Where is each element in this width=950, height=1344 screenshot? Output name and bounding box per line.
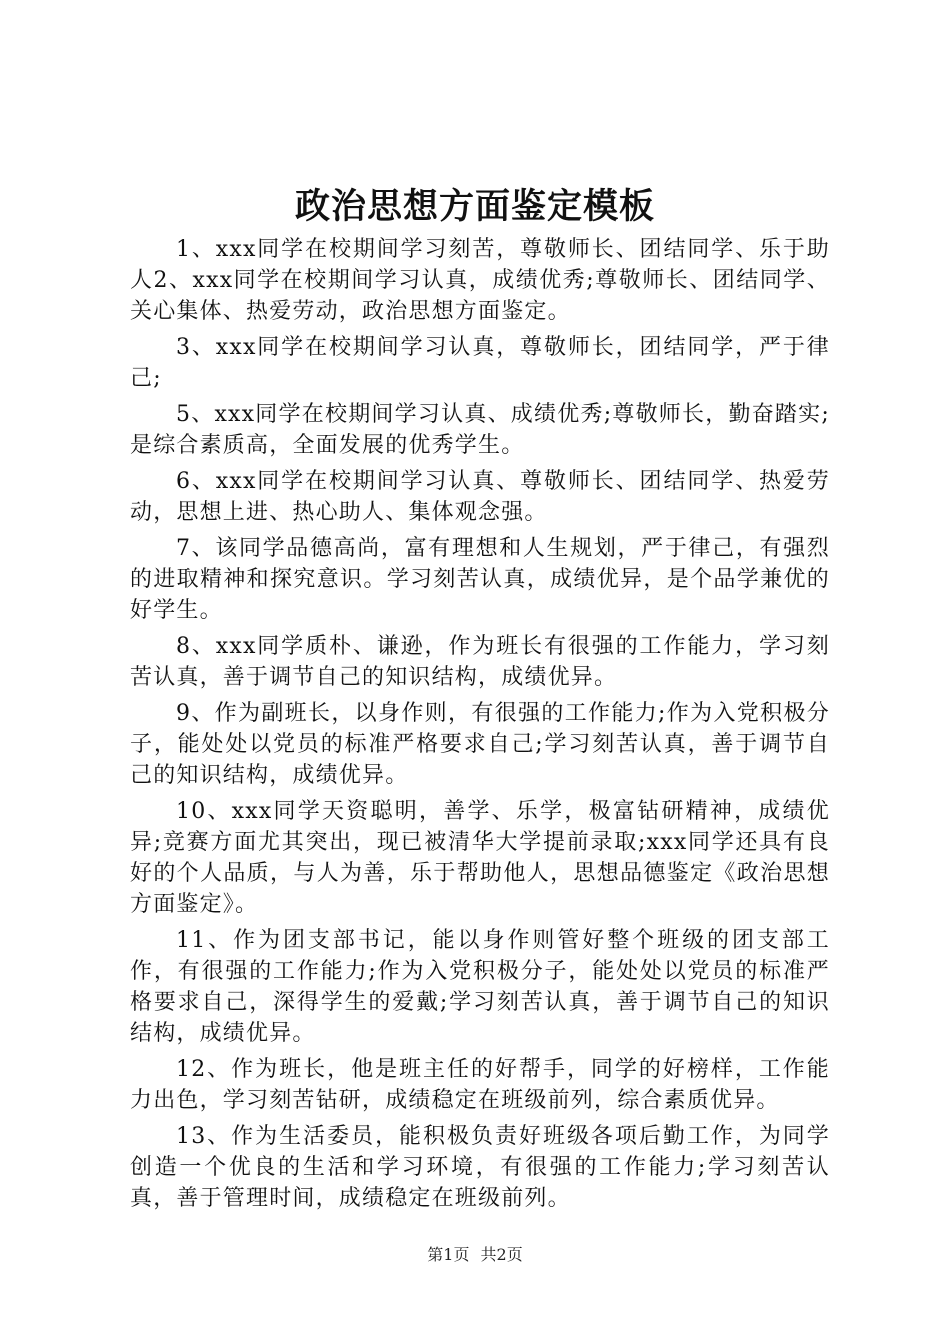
page-footer: [0, 1243, 950, 1267]
paragraph-10: 12、作为班长，他是班主任的好帮手，同学的好榜样，工作能力出色，学习刻苦钻研，成绩稳定在班级前列，综合素质优异。: [130, 1057, 830, 1113]
paragraph-7: 9、作为副班长，以身作则，有很强的工作能力;作为入党积极分子，能处处以党员的标准严格要求自己;学习刻苦认真，善于调节自己的知识结构，成绩优异。: [130, 701, 830, 788]
paragraph-11: 13、作为生活委员，能积极负责好班级各项后勤工作，为同学创造一个优良的生活和学习环境，有很强的工作能力;学习刻苦认真，善于管理时间，成绩稳定在班级前列。: [130, 1124, 830, 1211]
paragraph-5: 7、该同学品德高尚，富有理想和人生规划，严于律己，有强烈的进取精神和探究意识。学习刻苦认真，成绩优异，是个品学兼优的好学生。: [130, 536, 830, 623]
page-total: 共2页: [480, 1245, 523, 1264]
paragraph-8: 10、xxx同学天资聪明，善学、乐学，极富钻研精神，成绩优异;竞赛方面尤其突出，现已被清华大学提前录取;xxx同学还具有良好的个人品质，与人为善，乐于帮助他人，思想品德鉴定《政治思想方面鉴定》。: [130, 799, 830, 917]
paragraph-2: 3、xxx同学在校期间学习认真，尊敬师长，团结同学，严于律己;: [130, 335, 830, 391]
paragraph-9: 11、作为团支部书记，能以身作则管好整个班级的团支部工作，有很强的工作能力;作为入党积极分子，能处处以党员的标准严格要求自己，深得学生的爱戴;学习刻苦认真，善于调节自己的知识结构，成绩优异。: [130, 928, 830, 1046]
page-number: 第1页: [427, 1245, 470, 1264]
document-title: 政治思想方面鉴定模板: [294, 186, 655, 227]
paragraph-4: 6、xxx同学在校期间学习认真、尊敬师长、团结同学、热爱劳动，思想上进、热心助人、集体观念强。: [130, 469, 830, 525]
document-body: [130, 234, 830, 1219]
paragraph-3: 5、xxx同学在校期间学习认真、成绩优秀;尊敬师长，勤奋踏实;是综合素质高，全面发展的优秀学生。: [130, 402, 830, 458]
paragraph-6: 8、xxx同学质朴、谦逊，作为班长有很强的工作能力，学习刻苦认真，善于调节自己的知识结构，成绩优异。: [130, 634, 830, 690]
paragraph-1: 1、xxx同学在校期间学习刻苦，尊敬师长、团结同学、乐于助人2、xxx同学在校期间学习认真，成绩优秀;尊敬师长、团结同学、关心集体、热爱劳动，政治思想方面鉴定。: [130, 237, 830, 324]
